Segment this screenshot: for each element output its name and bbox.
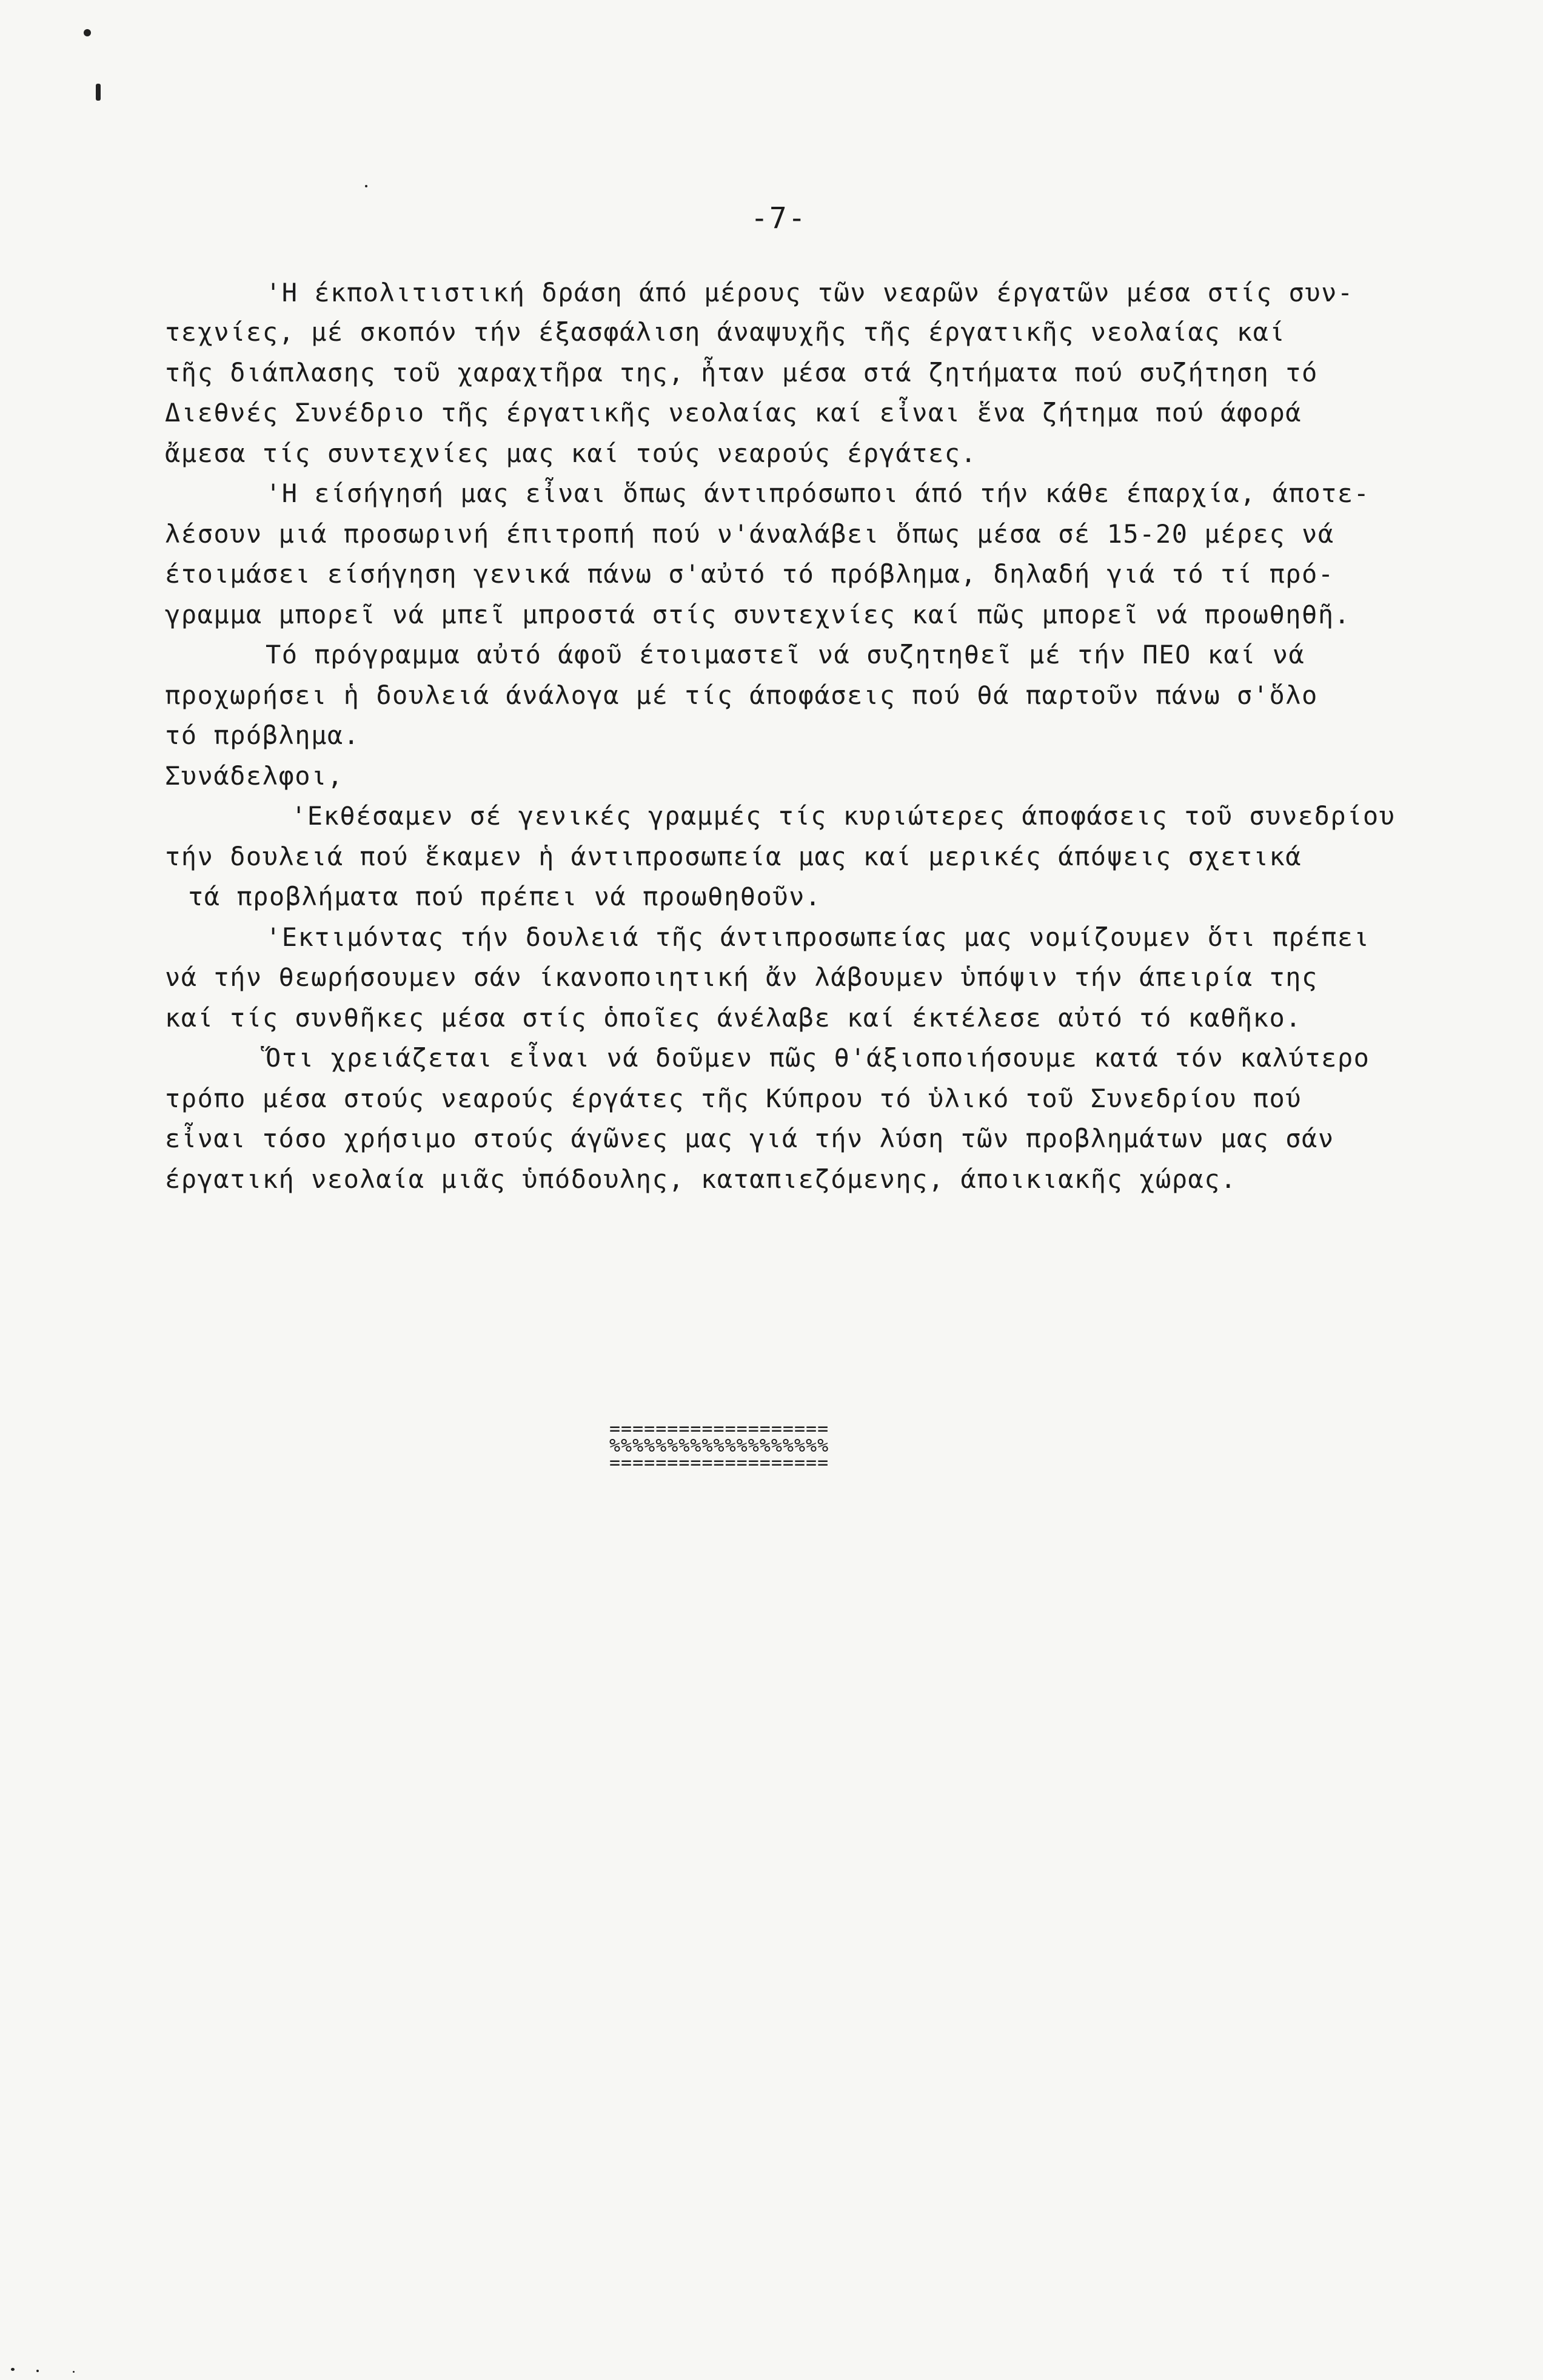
- salutation: Συνάδελφοι,: [165, 761, 344, 791]
- text-line: καί τίς συνθῆκες μέσα στίς ὁποῖες άνέλαβε καί έκτέλεσε αὐτό τό καθῆκο.: [165, 1003, 1302, 1033]
- text-line: έργατική νεολαία μιᾶς ὑπόδουλης, καταπιεζόμενης, άποικιακῆς χώρας.: [165, 1164, 1237, 1194]
- scan-speck: [73, 2371, 75, 2373]
- text-line: έτοιμάσει είσήγηση γενικά πάνω σ'αὐτό τό πρόβλημα, δηλαδή γιά τό τί πρό-: [165, 559, 1334, 589]
- page-number: -7-: [751, 201, 807, 235]
- text-line: ἄμεσα τίς συντεχνίες μας καί τούς νεαρούς έργάτες.: [165, 438, 977, 468]
- text-line: τήν δουλειά πού ἕκαμεν ἡ άντιπροσωπεία μας καί μερικές άπόψεις σχετικά: [165, 842, 1302, 871]
- text-line: 'Η έκπολιτιστική δράση άπό μέρους τῶν νεαρῶν έργατῶν μέσα στίς συν-: [266, 278, 1354, 307]
- ornament-top-rule: ===================: [609, 1418, 829, 1440]
- text-line: γραμμα μπορεῖ νά μπεῖ μπροστά στίς συντεχνίες καί πῶς μπορεῖ νά προωθηθῆ.: [165, 600, 1351, 629]
- text-line: εἶναι τόσο χρήσιμο στούς άγῶνες μας γιά τήν λύση τῶν προβλημάτων μας σάν: [165, 1124, 1334, 1153]
- text-line: Διεθνές Συνέδριο τῆς έργατικῆς νεολαίας καί εἶναι ἕνα ζήτημα πού άφορά: [165, 398, 1302, 427]
- scan-mark: [96, 84, 101, 101]
- text-line: προχωρήσει ἡ δουλειά άνάλογα μέ τίς άποφάσεις πού θά παρτοῦν πάνω σ'ὅλο: [165, 680, 1318, 710]
- text-line: τῆς διάπλασης τοῦ χαραχτῆρα της, ἦταν μέσα στά ζητήματα πού συζήτηση τό: [165, 358, 1318, 387]
- text-line: τεχνίες, μέ σκοπόν τήν έξασφάλιση άναψυχῆς τῆς έργατικῆς νεολαίας καί: [165, 317, 1286, 347]
- text-line: τό πρόβλημα.: [165, 720, 360, 750]
- text-line: 'Η είσήγησή μας εἶναι ὅπως άντιπρόσωποι άπό τήν κάθε έπαρχία, άποτε-: [266, 478, 1370, 508]
- scan-speck: [36, 2370, 39, 2372]
- scan-speck: [84, 29, 91, 36]
- text-line: Τό πρόγραμμα αὐτό άφοῦ έτοιμαστεῖ νά συζητηθεῖ μέ τήν ΠΕΟ καί νά: [266, 640, 1305, 669]
- text-line: 'Εκθέσαμεν σέ γενικές γραμμές τίς κυριώτερες άποφάσεις τοῦ συνεδρίου: [291, 801, 1396, 831]
- text-line: Ὅτι χρειάζεται εἶναι νά δοῦμεν πῶς θ'άξιοποιήσουμε κατά τόν καλύτερο: [266, 1043, 1370, 1073]
- text-line: τά προβλήματα πού πρέπει νά προωθηθοῦν.: [188, 882, 822, 911]
- scan-speck: [11, 2368, 15, 2371]
- text-line: 'Εκτιμόντας τήν δουλειά τῆς άντιπροσωπείας μας νομίζουμεν ὅτι πρέπει: [266, 922, 1370, 952]
- text-line: λέσουν μιά προσωρινή έπιτροπή πού ν'άναλάβει ὅπως μέσα σέ 15-20 μέρες νά: [165, 519, 1334, 549]
- ornament-bottom-rule: ===================: [609, 1452, 829, 1473]
- text-line: τρόπο μέσα στούς νεαρούς έργάτες τῆς Κύπρου τό ὑλικό τοῦ Συνεδρίου πού: [165, 1084, 1302, 1113]
- ornament-middle: %%%%%%%%%%%%%%%%%%%: [609, 1435, 829, 1456]
- scan-speck: [365, 185, 367, 187]
- text-line: νά τήν θεωρήσουμεν σάν ίκανοποιητική ἄν λάβουμεν ὑπόψιν τήν άπειρία της: [165, 962, 1318, 992]
